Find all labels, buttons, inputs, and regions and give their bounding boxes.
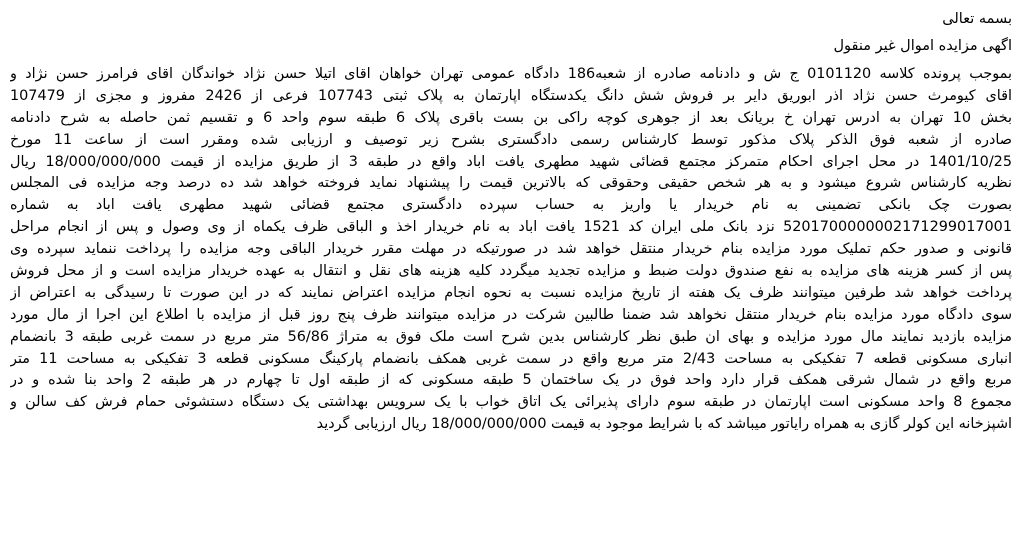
body-line: اقای کیومرث حسن نژاد اذر ابوریق دایر بر فروش شش دانگ یکدستگاه اپارتمان به پلاک ثبتی 107743 فرعی از 2426 مفروز و مجزی از 107479	[10, 87, 1012, 104]
body-line: مجموع 8 واحد مسکونی است اپارتمان در طبقه سوم دارای پذیرائی یک اتاق خواب با یک سرویس بهداشتی یک دستگاه دستشوئی حمام فرش کف سالن و	[10, 394, 1012, 411]
notice-body	[10, 64, 1012, 436]
body-line: انباری مسکونی قطعه 7 تفکیکی به مساحت 2/43 متر مربع واقع در سمت غربی همکف بانضمام پارکینگ مسکونی قطعه 3 تفکیکی به مساحت 11 متر	[10, 350, 1012, 367]
body-line: بخش 10 تهران به ادرس تهران خ بریانک بعد از جوهری کوچه راکی بن بست باقری پلاک 6 طبقه سوم واحد 6 و تقسیم ثمن حاصله به شرح دادنامه	[10, 109, 1012, 126]
body-line: مربع واقع در شمال شرقی همکف قرار دارد واحد فوق در یک ساختمان 5 طبقه مسکونی که از طبقه اول تا چهارم در هر طبقه 2 واحد بنا شده و در	[10, 372, 1012, 389]
body-line: 5201700000002171299017001 نزد بانک ملی ایران کد 1521 یافت اباد به نام خریدار اخذ و الباقی ظرف یکماه از وی وصول و پس از انجام مراحل	[10, 219, 1012, 236]
body-line: قانونی و صدور حکم تملیک مورد مزایده بنام خریدار منتقل خواهد شد در صورتیکه در مهلت مقرر خریدار الباقی وجه مزایده را پرداخت ننماید سپرده وی	[10, 241, 1012, 258]
body-line: اشپزخانه این کولر گازی به همراه رایاتور میباشد که با شرایط موجود به قیمت 18/000/000/000 ریال ارزیابی گردید	[316, 416, 1012, 433]
body-line: بصورت چک بانکی تضمینی به نام خریدار یا واریز به حساب سپرده دادگستری مجتمع قضائی شهید مطهری یافت اباد به شماره	[10, 197, 1012, 214]
basmala-heading: بسمه تعالی	[942, 11, 1012, 27]
notice-title: اگهی مزایده اموال غیر منقول	[833, 38, 1012, 54]
body-line: نظریه کارشناس شروع میشود و به هر شخص حقیقی وحقوقی که بالاترین قیمت را پیشنهاد نماید فروخته خواهد شد ده درصد وجه مزایده فی المجلس	[10, 175, 1012, 192]
body-line: بموجب پرونده کلاسه 0101120 ج ش و دادنامه صادره از شعبه186 دادگاه عمومی تهران خواهان اقای اتیلا حسن نژاد خواندگان اقای فرامرز حسن نژاد و	[10, 66, 1012, 82]
body-line: پس از کسر هزینه های مزایده به نفع صندوق دولت ضبط و مزایده تجدید میگردد کلیه هزینه های نقل و انتقال به عهده خریدار مزایده است و از محل فروش	[10, 263, 1012, 280]
body-line: پرداخت خواهد شد طرفین میتوانند ظرف یک هفته از تاریخ مزایده نسبت به نحوه انجام مزایده اعتراض نمایند که در این صورت تا رسیدگی به اعتراض از	[10, 284, 1012, 301]
body-line: سوی دادگاه مورد مزایده بنام خریدار منتقل نخواهد شد ضمنا طالبین شرکت در مزایده میتوانند ظرف پنج روز قبل از مزایده با اطلاع این اجرا از مال مورد	[10, 306, 1012, 323]
body-line: 1401/10/25 در محل اجرای احکام متمرکز مجتمع قضائی شهید مطهری یافت اباد واقع در طبقه 3 از طریق مزایده از قیمت 18/000/000/000 ریال	[10, 153, 1012, 170]
body-line: صادره از شعبه فوق الذکر پلاک مذکور توسط کارشناس رسمی دادگستری بشرح زیر توصیف و ارزیابی شده ومقرر است از ساعت 11 مورخ	[10, 131, 1012, 148]
body-line: مزایده بازدید نمایند مال مورد مزایده و بهای ان طبق نظر کارشناس بدین شرح است ملک فوق به متراژ 56/86 متر مربع در سمت غربی طبقه 3 بانضمام	[10, 328, 1012, 345]
